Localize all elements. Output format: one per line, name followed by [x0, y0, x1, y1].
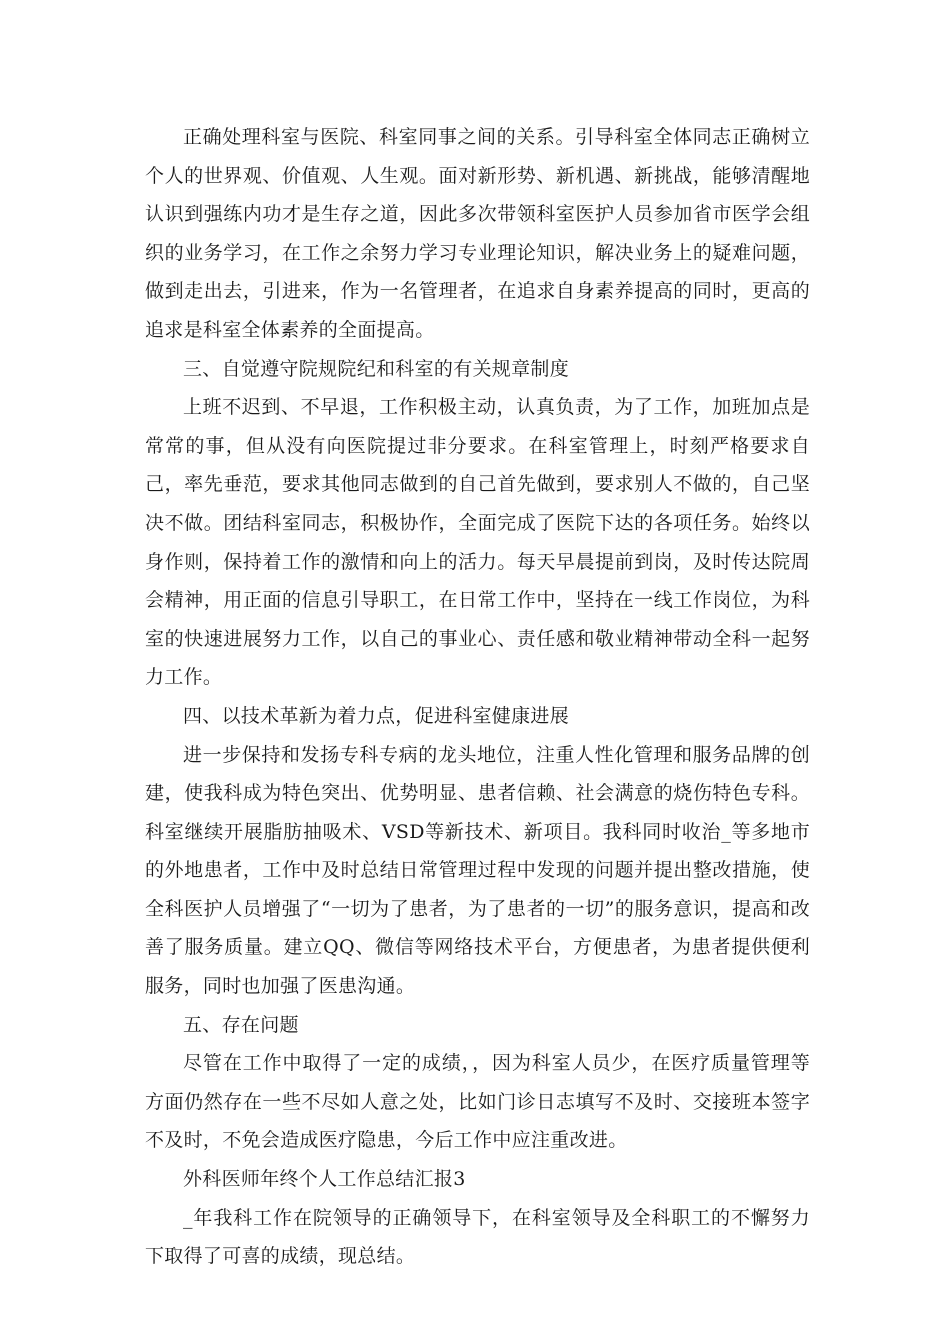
section-heading-problems: 五、存在问题	[183, 1013, 299, 1036]
document-body	[145, 118, 810, 1276]
paragraph-discipline: 上班不迟到、不早退，工作积极主动，认真负责，为了工作，加班加点是常常的事，但从没有向医院提过非分要求。在科室管理上，时刻严格要求自己，率先垂范，要求其他同志做到的自己首先做到，要求别人不做的，自己坚决不做。团结科室同志，积极协作，全面完成了医院下达的各项任务。始终以身作则，保持着工作的激情和向上的活力。每天早晨提前到岗，及时传达院周会精神，用正面的信息引导职工，在日常工作中，坚持在一线工作岗位，为科室的快速进展努力工作，以自己的事业心、责任感和敬业精神带动全科一起努力工作。	[145, 396, 810, 689]
section-heading-rules: 三、自觉遵守院规院纪和科室的有关规章制度	[183, 357, 570, 380]
paragraph-problems: 尽管在工作中取得了一定的成绩，，因为科室人员少，在医疗质量管理等方面仍然存在一些不尽如人意之处，比如门诊日志填写不及时、交接班本签字不及时，不免会造成医疗隐患，今后工作中应注重改进。	[145, 1052, 810, 1152]
section-heading-innovation: 四、以技术革新为着力点，促进科室健康进展	[183, 704, 570, 727]
paragraph-innovation: 进一步保持和发扬专科专病的龙头地位，注重人性化管理和服务品牌的创建，使我科成为特色突出、优势明显、患者信赖、社会满意的烧伤特色专科。科室继续开展脂肪抽吸术、VSD等新技术、新项目。我科同时收治_等多地市的外地患者，工作中及时总结日常管理过程中发现的问题并提出整改措施，使全科医护人员增强了“一切为了患者，为了患者的一切”的服务意识，提高和改善了服务质量。建立QQ、微信等网络技术平台，方便患者，为患者提供便利服务，同时也加强了医患沟通。	[145, 743, 810, 998]
report-title: 外科医师年终个人工作总结汇报3	[183, 1168, 466, 1191]
paragraph-summary-intro: _年我科工作在院领导的正确领导下，在科室领导及全科职工的不懈努力下取得了可喜的成绩，现总结。	[145, 1206, 810, 1268]
paragraph-relations: 正确处理科室与医院、科室同事之间的关系。引导科室全体同志正确树立个人的世界观、价值观、人生观。面对新形势、新机遇、新挑战，能够清醒地认识到强练内功才是生存之道，因此多次带领科室医护人员参加省市医学会组织的业务学习，在工作之余努力学习专业理论知识，解决业务上的疑难问题，做到走出去，引进来，作为一名管理者，在追求自身素养提高的同时，更高的追求是科室全体素养的全面提高。	[145, 126, 810, 341]
